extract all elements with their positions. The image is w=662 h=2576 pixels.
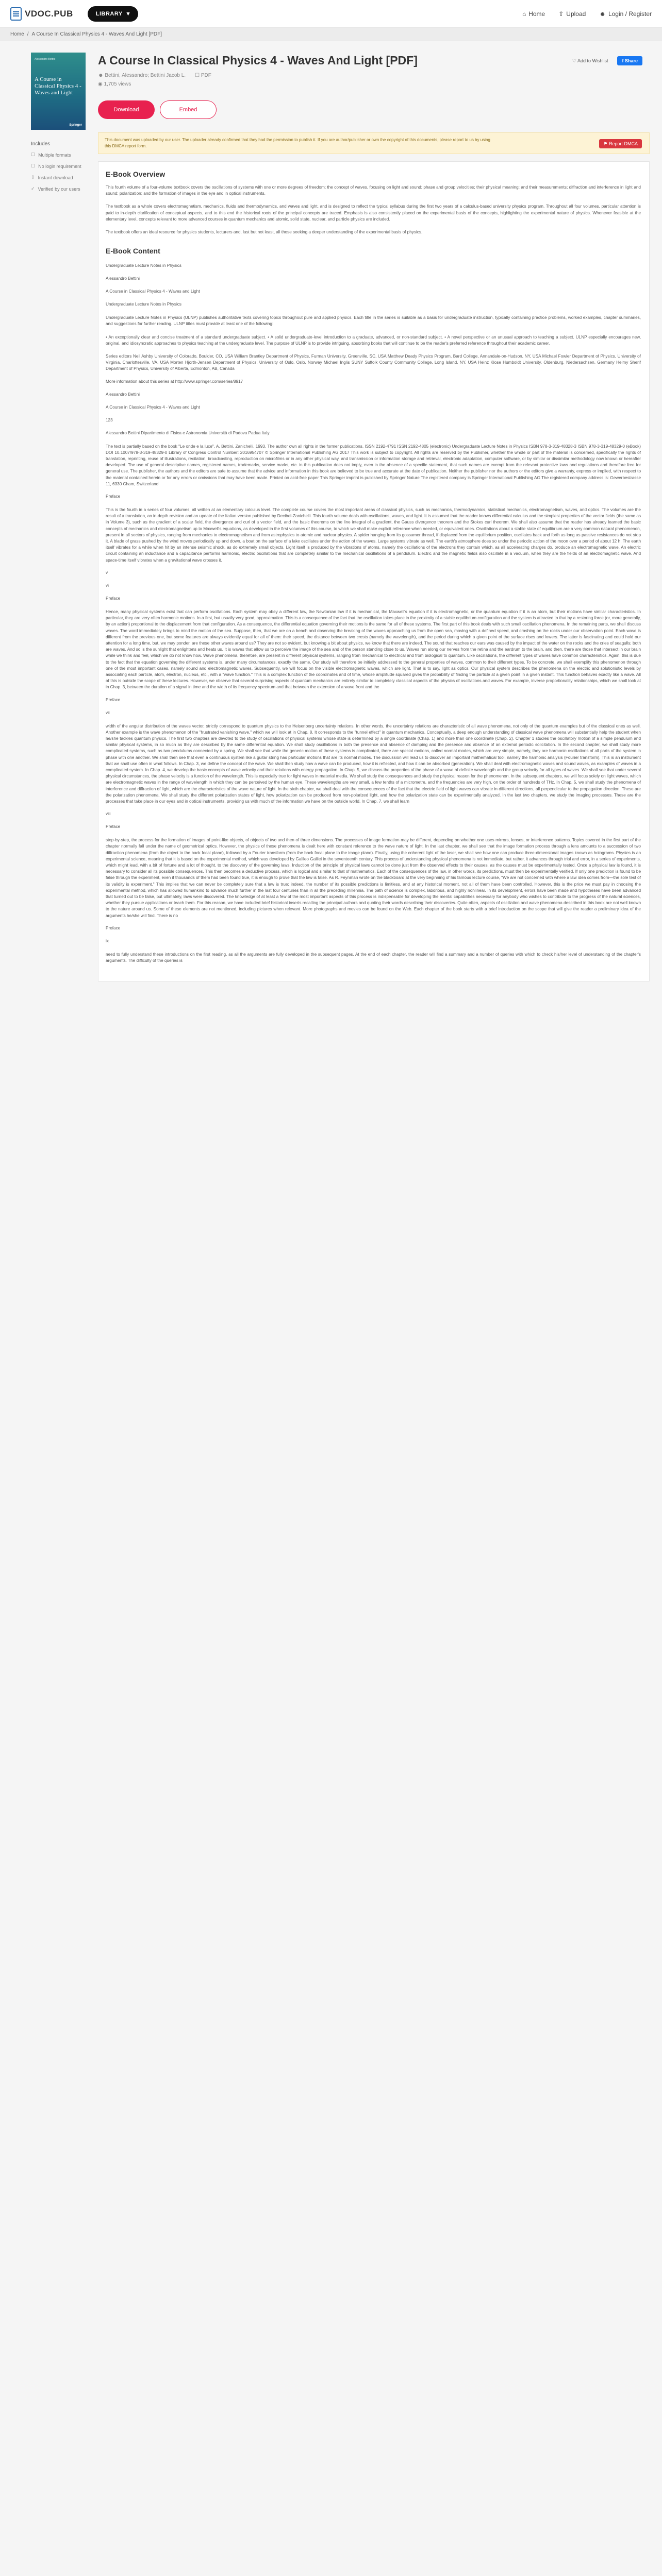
page-title: A Course In Classical Physics 4 - Waves And Light [PDF] — [98, 54, 418, 67]
nav-login[interactable] — [599, 10, 652, 18]
cover-title: A Course in Classical Physics 4 - Waves and Light — [35, 76, 81, 96]
include-item — [31, 186, 86, 192]
content-line: vii — [106, 710, 110, 715]
content-line: More information about this series at http://www.springer.com/series/8917 — [106, 379, 243, 384]
upload-icon: ⇧ — [558, 10, 564, 18]
content-line: Preface — [106, 494, 121, 499]
file-icon: ☐ — [195, 73, 201, 78]
include-label: Multiple formats — [38, 152, 71, 158]
wishlist-button[interactable] — [572, 58, 608, 64]
breadcrumb-separator: / — [27, 31, 29, 37]
content-card — [98, 161, 650, 981]
book-icon — [10, 7, 22, 21]
nav-home[interactable] — [522, 10, 545, 18]
copyright-notice — [98, 132, 650, 154]
action-buttons — [98, 100, 650, 119]
content-line: A Course in Classical Physics 4 - Waves and Light — [106, 289, 200, 294]
content-line: ix — [106, 938, 109, 943]
download-button[interactable]: Download — [98, 100, 155, 119]
include-label: Verified by our users — [38, 186, 80, 192]
include-label: Instant download — [38, 175, 73, 180]
main-column — [98, 53, 650, 981]
content-line: v — [106, 570, 108, 575]
format-text: PDF — [201, 73, 211, 78]
overview-paragraph: This fourth volume of a four-volume textbook covers the oscillations of systems with one or more degrees of freedom; the concept of waves, focusing on light and sound; phase and group velocities; their physical meaning; and their measurements; diffraction and interference in light and sound; polarization; and the formation of images in the eye and in optical instruments. — [106, 185, 641, 196]
library-button[interactable] — [88, 6, 138, 22]
share-button[interactable] — [617, 56, 642, 65]
include-label: No login requirement — [38, 163, 81, 169]
download-icon: ⇩ — [31, 175, 35, 180]
content-paragraph: step-by-step, the process for the formation of images of point-like objects, of objects of two and then of three dimensions. The processes of image formation may be different, depending on whether one uses mirrors, lenses, or interference patterns. Topics covered in the first part of the chapter normally fall under the name of geometrical optics. However, the physics of these phenomena is dealt here with constant reference to the wave nature of light. In the last chapter, we shall see that the image formation process through a lens amounts to a succession of two diffraction phenomena (from the object to the back focal plane), followed by a Fourier transform (from the back focal plane to the image plane). Finally, using the coherent light of the laser, we shall see how one can produce three-dimensional images known as holograms. Physics is an experimental science, meaning that it is based on the experimental method, which was developed by Galileo Galilei in the seventeenth century. This process of understanding physical phenomena is not immediate, but rather, it advances through trial and error, in a series of experiments, which might lead, with a bit of fortune and a lot of thought, to the discovery of the governing laws. Induction of the principle of physical laws cannot be done just from the observed effects to their causes, as the causes must be experimentally tested. Once a physical law is found, it is necessary to consider all its possible consequences. This then becomes a deductive process, which is logical and similar to that of mathematics. Each of the consequences of the law, in other words, its predictions, must then be experimentally verified. If only one prediction is found to be false through the experiment, even if thousands of them had been found true, it is enough to prove that the law is false. As R. Feynman wrote on the blackboard at the very beginning of his famous lecture course, "We are not concerned with where a law idea comes from—the sole test of its validity is experiment." This implies that we can never be completely sure that a law is true; indeed, the number of its possible predictions is limitless, and at any historical moment, not all of them have been controlled. However, this is the price we must pay in choosing the experimental method, which has allowed humankind to advance much further in the last four centuries than in all the preceding millennia. The path of science is complex, laborious, and highly nonlinear. In its development, errors have been made and hypotheses have been advanced that turned out to be false, but ultimately, laws were discovered. The knowledge of at least a few of the most important aspects of this process is indispensable for developing the mental capabilities necessary for anybody who wishes to contribute to the progress of the natural sciences, whether they pursue applications or teach them. For this reason, we have included brief historical inserts recalling the principal authors and quoting their words describing their discoveries. Quite often, aspects of oscillation and wave phenomena described in this book are not well known to the nature around us. Some of these elements are not mentioned, including pictures when relevant. More photographs and movies can be found on the Web. Each chapter of the book starts with a brief introduction on the scope that will give the reader a preliminary idea of the arguments he/she will find. There is no — [106, 838, 641, 918]
content-line: Alessandro Bettini — [106, 276, 140, 281]
content-paragraph: need to fully understand these introductions on the first reading, as all the arguments are fully developed in the subsequent pages. At the end of each chapter, the reader will find a summary and a number of queries with which to check his/her level of understanding of the chapter's arguments. The difficulty of the queries is — [106, 952, 641, 963]
include-item — [31, 175, 86, 180]
book-actions — [572, 56, 642, 65]
content-line: Preface — [106, 925, 121, 930]
lock-icon: ☐ — [31, 163, 36, 168]
content-paragraph: The text is partially based on the book "Le onde e la luce", A. Bettini, Zanichelli, 1993. The author own all rights in the former publications. ISSN 2192-4791 ISSN 2192-4805 (electronic) Undergraduate Lecture Notes in Physics ISBN 978-3-319-48328-3 ISBN 978-3-319-48329-0 (eBook) DOI 10.1007/978-3-319-48329-0 Library of Congress Control Number: 2016954707 © Springer International Publishing AG 2017 This work is subject to copyright. All rights are reserved by the Publisher, whether the whole or part of the material is concerned, specifically the rights of translation, reprinting, reuse of illustrations, recitation, broadcasting, reproduction on microfilms or in any other physical way, and transmission or information storage and retrieval, electronic adaptation, computer software, or by similar or dissimilar methodology now known or hereafter developed. The use of general descriptive names, registered names, trademarks, service marks, etc. in this publication does not imply, even in the absence of a specific statement, that such names are exempt from the relevant protective laws and regulations and therefore free for general use. The publisher, the authors and the editors are safe to assume that the advice and information in this book are believed to be true and accurate at the date of publication. Neither the publisher nor the authors or the editors give a warranty, express or implied, with respect to the material contained herein or for any errors or omissions that may have been made. Printed on acid-free paper This Springer imprint is published by Springer Nature The registered company is Springer International Publishing AG The registered company address is: Gewerbestrasse 11, 6330 Cham, Switzerland — [106, 444, 641, 486]
book-meta — [98, 73, 650, 78]
overview-heading: E-Book Overview — [106, 170, 166, 178]
cover-publisher: Springer — [69, 124, 82, 127]
overview-paragraph: The textbook offers an ideal resource for physics students, lecturers and, last but not least, all those seeking a deeper understanding of the experimental basis of physics. — [106, 230, 423, 235]
content-line: Preface — [106, 596, 121, 601]
content-paragraph: Series editors Neil Ashby University of Colorado, Boulder, CO, USA William Brantley Department of Physics, Furman University, Greenville, SC, USA Matthew Deady Physics Program, Bard College, Annandale-on-Hudson, NY, USA Michael Fowler Department of Physics, University of Virginia, Charlottesville, VA, USA Morten Hjorth-Jensen Department of Physics, University of Oslo, Oslo, Norway Michael Inglis SUNY Suffolk County Community College, Long Island, NY, USA Heinz Klose Humboldt University, Oldenburg, Niedersachsen, Germany Helmy Sherif Department of Physics, University of Alberta, Edmonton, AB, Canada — [106, 354, 641, 371]
logo-text: VDOC.PUB — [25, 8, 73, 19]
facebook-icon: f — [622, 58, 625, 63]
left-column — [31, 53, 86, 981]
content-paragraph: Undergraduate Lecture Notes in Physics (ULNP) publishes authoritative texts covering topics throughout pure and applied physics. Each title in the series is suitable as a basis for undergraduate instruction, typically containing practice problems, worked examples, chapter summaries, and suggestions for further reading. ULNP titles must provide at least one of the following: — [106, 315, 641, 327]
book-cover — [31, 53, 86, 130]
nav-login-label: Login / Register — [608, 10, 652, 18]
share-label: Share — [624, 58, 638, 63]
site-logo[interactable] — [10, 7, 73, 21]
eye-icon: ◉ — [98, 81, 104, 87]
authors-text: Bettini, Alessandro; Bettini Jacob L. — [105, 73, 186, 78]
file-icon: ☐ — [31, 152, 36, 157]
page-body — [0, 41, 662, 981]
authors — [98, 73, 186, 78]
cover-author: Alessandro Bettini — [35, 58, 56, 61]
user-icon: ☻ — [599, 10, 606, 18]
report-dmca-button[interactable] — [599, 139, 642, 148]
nav-upload[interactable] — [558, 10, 586, 18]
notice-text: This document was uploaded by our user. The uploader already confirmed that they had the permission to publish it. If you are author/publisher or own the copyright of this documents, please report to us by using this DMCA report form. — [105, 138, 490, 148]
content-paragraph: This is the fourth in a series of four volumes, all written at an elementary calculus level. The complete course covers the most important areas of classical physics, such as mechanics, thermodynamics, statistical mechanics, electromagnetism, waves, and optics. The volumes are the result of a translation, an in-depth revision and an update of the Italian version published by Decibel-Zanichelli. This fourth volume deals with oscillations, waves, and light. It is assumed that the reader knows differential calculus and the simplest properties of the vector fields (the same as in Volume 3), such as the gradient of a scalar field, the divergence and curl of a vector field, and the basic theorems on the line integral of a gradient, the Gauss divergence theorem and the Stokes curl theorem. We shall also assume that the reader has already learned the basic concepts of mechanics and electromagnetism up to Maxwell's equations, as developed in the first volumes of this course, to which we shall make explicit reference when needed, or equivalent ones. Oscillations about a stable state of equilibrium are a very common natural phenomenon, present in all sectors of physics, ranging from mechanics to electromagnetism and from astrophysics to atomic and nuclear physics. A spider hanging from its gossamer thread, if displaced from the equilibrium position, oscillates back and forth as long as passive resistances do not stop it. A blade of grass pushed by the wind moves periodically up and down, a boat on the surface of a lake oscillates under the action of the waves. Large systems vibrate as well. The earth's atmosphere does so under the periodic action of the moon over a period of about 12 h. The earth itself vibrates for a while when hit by an intense seismic shock, as do extremely small objects. Light itself is produced by the vibrations of atoms, namely the oscillations of the electrons they contain which, as all accelerating charges do, produce an electromagnetic wave. An electric circuit containing an inductance and a capacitance performs harmonic, electric oscillations that are completely similar to the mechanical oscillations of a pendulum. Electric and the magnetic fields also oscillate in a vacuum, when they are the fields of an electromagnetic wave. And space-time itself vibrates when a gravitational wave crosses it. — [106, 507, 641, 563]
top-bar — [0, 0, 662, 28]
breadcrumb-home[interactable]: Home — [10, 31, 24, 37]
content-line: vi — [106, 583, 109, 588]
embed-button[interactable]: Embed — [160, 100, 217, 119]
content-line: Undergraduate Lecture Notes in Physics — [106, 302, 181, 307]
breadcrumb — [0, 28, 662, 41]
include-item — [31, 152, 86, 158]
content-line: Alessandro Bettini — [106, 392, 140, 397]
content-line: Undergraduate Lecture Notes in Physics — [106, 263, 181, 268]
include-item — [31, 163, 86, 169]
breadcrumb-current: A Course In Classical Physics 4 - Waves And Light [PDF] — [31, 31, 162, 37]
views-text: 1,705 views — [104, 81, 131, 87]
content-paragraph: Hence, many physical systems exist that can perform oscillations. Each system may obey a different law, the Newtonian law if it is mechanical, the Maxwell's equation if it is electromagnetic, or the quantum equation if it is an atom, but their motions have similar characteristics. In particular, they are very often harmonic motions. In a first, but usually very good, approximation. This is a consequence of the fact that the oscillation takes place in the proximity of a stable equilibrium configuration and the system is attracted to that by a restoring force (or, more generally, by an action) proportional to the displacement from that configuration. As a consequence, the differential equation governing their motions is the same for all of these systems. The first part of this book deals with such small oscillation phenomena. In the remaining parts, we shall discuss waves. The word immediately brings to mind the motion of the sea. Suppose, then, that we are on a beach and observing the breaking of the waves approaching us from the open sea, moving with a defined speed, and crashing on the rocks under our observation point. Each wave is different from the previous one, but some features are always evidently equal for all of them: their speed, the distance between two crests (namely the wavelength), and the period during which a given point of the surface rises and lowers. The latter is fascinating and could hold our attention for a long time, but, we may ponder, are these other waves around us? They are not so evident, but knowing a bit about physics, we know that there are indeed. The sound that reaches our ears was caused by the impact of the water on the rocks and the cries of seagulls; both are waves. And so is the sunlight that enlightens and heats us. It is waves that allow us to perceive the image of the sea and of the person standing close to us. Waves run along our nerves from the retina and the eardrum to the brain, and then, there are those that intersect in our brain while we think and feel, which we do not know how. Wave phenomena, therefore, are present in different physical systems, ranging from mechanical to electrical and from biological to quantum. Like oscillations, the different types of waves have common characteristics. Again, this is due to the fact that the equation governing the different systems is, under many circumstances, exactly the same. Our study will therefore be initially addressed to the general properties of waves, common to their different types. To be concrete, we shall exemplify this phenomenon through one of the most important cases, namely sound and electromagnetic waves. Subsequently, we will focus on the visible electromagnetic waves, which are light. That is to say, light as optics. Our physical system describes the phenomena on the electric and solutionistic levels by associating each particle, atom, electron, nucleus, etc., with a "wave function." This is a complex function of the coordinates and of time, whose amplitude squared gives the probability of finding the particle at a given point in a given instant. This function behaves exactly like a wave. All of this is outside the scope of these lectures. However, we observe that several surprising aspects of quantum mechanics are entirely similar to completely classical aspects of the physics of oscillations and waves. For example, inverse proportionality relationships, which we shall look at in Chap. 3, between the duration of a signal in time and the width of its frequency spectrum and that between the extension of a wave front and the — [106, 609, 641, 690]
content-line: viii — [106, 811, 111, 817]
content-line: A Course in Classical Physics 4 - Waves and Light — [106, 404, 200, 410]
library-label: LIBRARY — [95, 10, 123, 17]
check-icon: ✓ — [31, 186, 35, 191]
format — [195, 73, 211, 78]
nav-upload-label: Upload — [566, 10, 586, 18]
content-line: 123 — [106, 417, 113, 422]
overview-paragraph: The textbook as a whole covers electromagnetism, mechanics, fluids and thermodynamics, and waves and light, and is designed to reflect the typical syllabus during the first two years of a calculus-based university physics program. Throughout all four volumes, particular attention is paid to in-depth clarification of conceptual aspects, and to this end the historical roots of the principal concepts are traced. Emphasis is also consistently placed on the experimental basis of the concepts, highlighting the experimental nature of physics. Whenever feasible at the elementary level, concepts relevant to more advanced courses in quantum mechanics and atomic, solid state, nuclear, and particle physics are included. — [106, 204, 641, 222]
heart-icon: ♡ — [572, 58, 577, 63]
nav-home-label: Home — [528, 10, 545, 18]
user-icon: ☻ — [98, 73, 105, 78]
content-line: Preface — [106, 824, 121, 829]
content-paragraph: width of the angular distribution of the waves vector, strictly correspond to quantum physics to the Heisenberg uncertainty relations. In other words, the uncertainty relations are characteristic of all wave phenomena, not only of the quantum examples but of the classical ones as well. Another example is the wave phenomenon of the "frustrated vanishing wave," which we will look at in Chap. 8. It corresponds to the "tunnel effect" in quantum mechanics. Conceptually, a deep enough understanding of classical wave phenomena will substantially help the student when he/she tackles quantum physics. The first two chapters are devoted to the study of oscillations of physical systems whose state is determined by a single coordinate (Chap. 1) and more than one coordinate (Chap. 2). Chapter 1 studies the oscillatory motion of a simple pendulum and similar physical systems, in so much as they are described by the same differential equation. We shall study oscillations in both the presence and absence of damping and the presence and absence of an external periodic solicitation. In the second chapter, we shall study more complicated systems, such as two pendulums connected by a spring. We shall see that while the generic motion of these systems is complicated, there are special motions, called normal modes, which are very simple, namely, they are harmonic oscillations of all parts of the system in phase with one another. We shall then see that even a continuous system like a guitar string has particular motions that are its normal modes. The discussion will lead us to discover an important mathematical tool, namely the harmonic analysis (Fourier transform). This is an instrument that we shall use often in what follows. In Chap. 3, we define the concept of the wave. We shall then study how a wave can be produced, how it is reflected, and how it can be absorbed (generation). We shall deal with electromagnetic waves and sound waves, as examples of waves in a complicated system. In Chap. 4, we develop the basic concepts of wave velocity and their relations with energy propagation. In Chap. 5, we discuss the properties of the phase of a wave of definite wavelength and the group velocity for all types of waves. We shall see that under several physical circumstances, the phase velocity is a function of the wavelength. This is especially true for light waves in material media. We shall study the consequences and study the physical reason for the phenomenon. In the subsequent chapters, we will focus solely on light waves, which are electromagnetic waves in the range of wavelength in which they can be perceived by the human eye. These wavelengths are very small, a few tenths of a micrometre, and the frequencies are very high, on the order of hundreds of THz. In Chap. 5, we shall study the phenomena of interference and diffraction of light, which are the characteristics of the wave nature of light. In the sixth chapter, we shall deal with the consequences of the fact that the electric field of light waves can vibrate in different directions, all perpendicular to the propagation direction. These are the polarization phenomena. We shall study the different polarization states of light, how polarization can be produced from non-polarized light, and how the polarization state can be experimentally analyzed. In the last two chapters, we study the imaging processes. These are the processes that take place in our eyes and in optical instruments, providing us with much of the information we have on the outside world. In Chap. 7, we shall learn — [106, 723, 641, 804]
wishlist-label: Add to Wishlist — [577, 58, 608, 63]
report-label: Report DMCA — [608, 141, 638, 146]
views — [98, 81, 650, 87]
includes-box — [31, 141, 86, 192]
content-line: Preface — [106, 697, 121, 702]
includes-heading: Includes — [31, 141, 51, 147]
main-nav — [522, 10, 652, 18]
content-heading: E-Book Content — [106, 247, 160, 256]
content-paragraph: • An exceptionally clear and concise treatment of a standard undergraduate subject. • A solid undergraduate-level introduction to a graduate, advanced, or non-standard subject. • A novel perspective or an unusual approach to teaching a subject. ULNP especially encourages new, original, and idiosyncratic approaches to physics teaching at the undergraduate level. The purpose of ULNP is to provide intriguing, absorbing books that will continue to be the reader's preferred reference throughout their academic career. — [106, 334, 641, 346]
home-icon: ⌂ — [522, 10, 526, 18]
content-line: Alessandro Bettini Dipartimento di Fisica e Astronomia Università di Padova Padua Italy — [106, 430, 270, 435]
content-body — [106, 263, 641, 964]
chevron-down-icon: ▾ — [126, 11, 130, 17]
overview-body — [106, 184, 641, 235]
flag-icon: ⚑ — [603, 141, 609, 146]
